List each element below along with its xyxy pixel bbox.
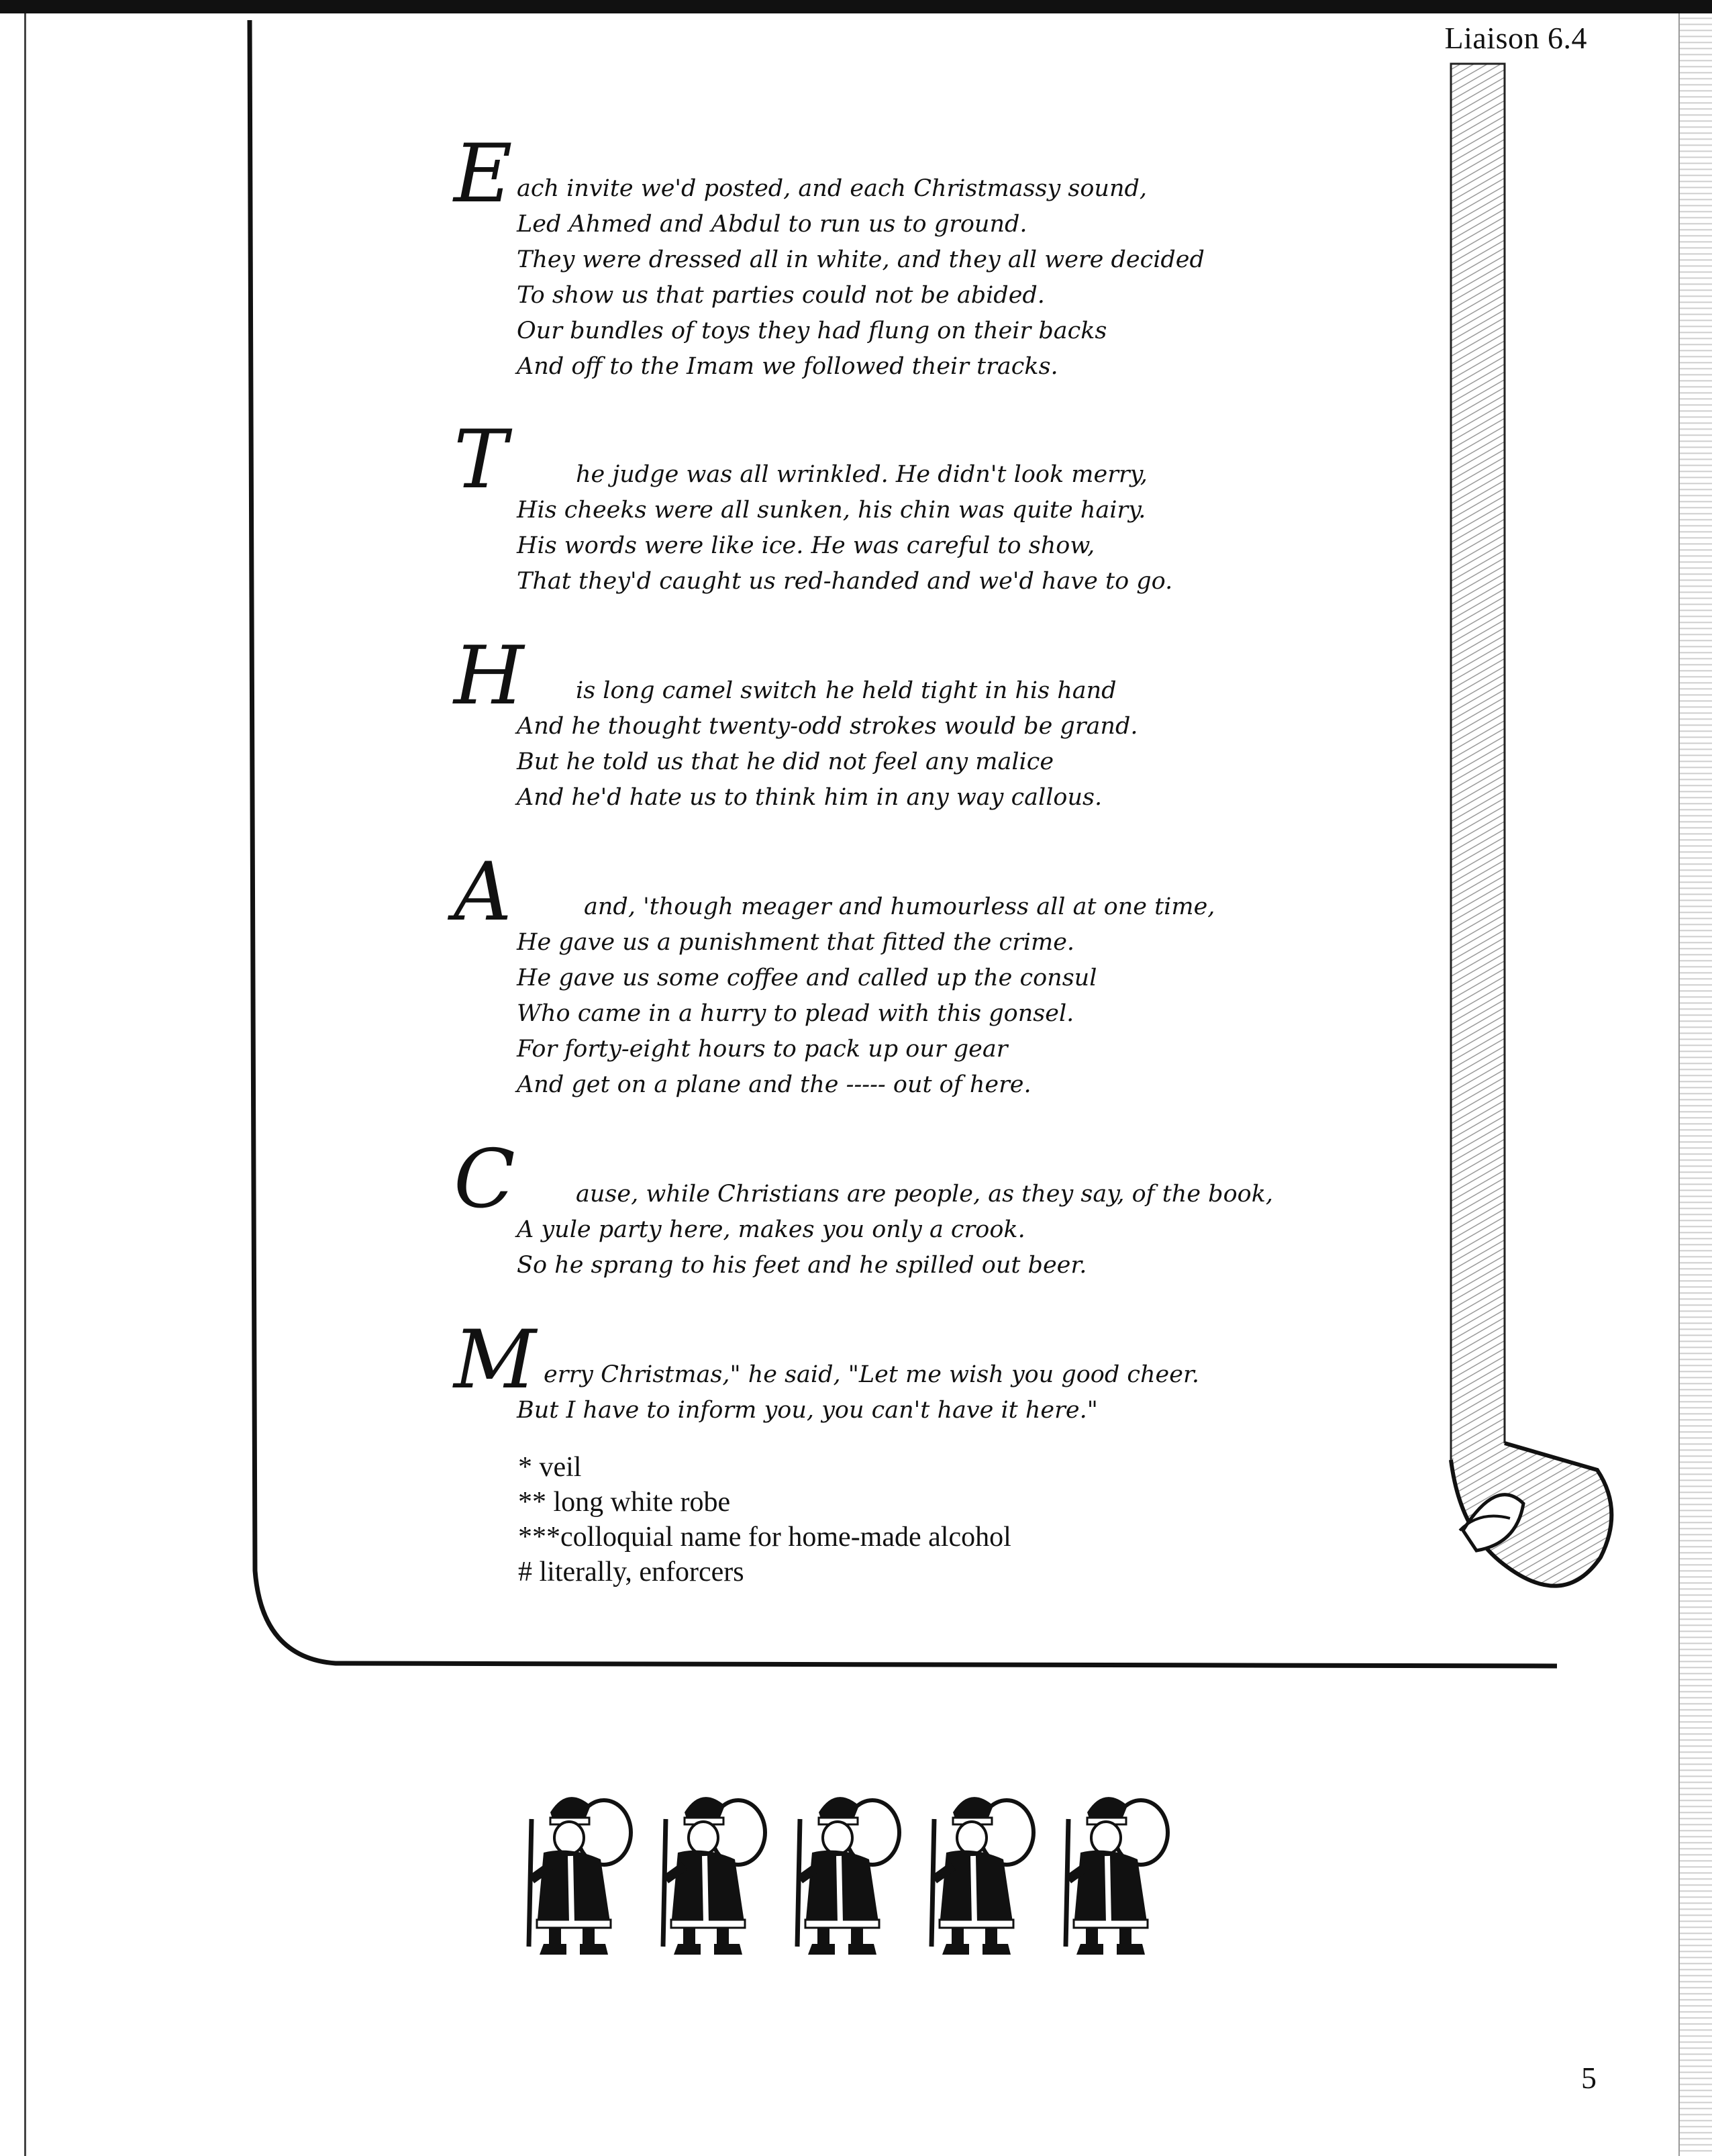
drop-cap: M — [454, 1314, 536, 1407]
santa-figure — [1066, 1797, 1168, 1955]
santa-figure — [529, 1797, 631, 1955]
footnote: ** long white robe — [518, 1487, 731, 1518]
poem-line: They were dressed all in white, and they all were decided — [517, 246, 1205, 273]
drop-cap: H — [454, 630, 524, 723]
stanza-4 — [443, 846, 1235, 1103]
poem-line: and, 'though meager and humourless all at one time, — [584, 893, 1215, 920]
poem — [443, 128, 1274, 1428]
poem-line: Our bundles of toys they had flung on their backs — [517, 317, 1107, 344]
poem-line: Who came in a hurry to plead with this gonsel. — [517, 1000, 1074, 1027]
drop-cap: T — [454, 413, 508, 507]
poem-line: And get on a plane and the ----- out of here. — [517, 1071, 1031, 1098]
footnote: * veil — [518, 1452, 582, 1483]
santa-figure — [663, 1797, 765, 1955]
footnote: ***colloquial name for home-made alcohol — [518, 1522, 1011, 1553]
poem-line: And he'd hate us to think him in any way callous. — [517, 784, 1103, 811]
poem-line: He gave us a punishment that fitted the crime. — [517, 929, 1075, 956]
poem-line: He gave us some coffee and called up the consul — [517, 965, 1097, 991]
poem-line: But I have to inform you, you can't have it here." — [517, 1397, 1098, 1424]
poem-line: And off to the Imam we followed their tracks. — [517, 353, 1058, 380]
poem-line: ause, while Christians are people, as they say, of the book, — [576, 1181, 1274, 1208]
poem-line: So he sprang to his feet and he spilled out beer. — [517, 1252, 1087, 1279]
poem-line: erry Christmas," he said, "Let me wish you good cheer. — [544, 1361, 1199, 1388]
poem-line: But he told us that he did not feel any malice — [517, 748, 1054, 775]
santa-claus-border-illustration — [523, 1785, 1195, 1967]
drop-cap: E — [454, 128, 513, 221]
poem-line: His words were like ice. He was careful to show, — [517, 532, 1095, 559]
poem-line: And he thought twenty-odd strokes would be grand. — [517, 713, 1138, 740]
santa-figure — [797, 1797, 899, 1955]
poem-line: To show us that parties could not be abided. — [517, 282, 1045, 309]
stanza-2 — [443, 413, 1235, 599]
poem-line: ach invite we'd posted, and each Christmassy sound, — [517, 175, 1148, 202]
stanza-3 — [443, 630, 1235, 816]
poem-line: he judge was all wrinkled. He didn't look merry, — [576, 461, 1148, 488]
santa-figure — [931, 1797, 1034, 1955]
footnotes — [518, 1450, 1011, 1589]
drop-cap: C — [454, 1133, 515, 1226]
drop-cap: A — [454, 846, 512, 939]
stanza-6 — [443, 1314, 1235, 1428]
stanza-1 — [443, 128, 1235, 385]
page-number: 5 — [1581, 2061, 1597, 2095]
poem-line: is long camel switch he held tight in his hand — [576, 677, 1117, 704]
poem-line: His cheeks were all sunken, his chin was quite hairy. — [517, 497, 1146, 524]
newsletter-header: Liaison 6.4 — [1444, 21, 1587, 55]
poem-line: That they'd caught us red-handed and we'd have to go. — [517, 568, 1173, 595]
footnote: # literally, enforcers — [518, 1557, 744, 1587]
stanza-5 — [443, 1133, 1274, 1283]
poem-line: For forty-eight hours to pack up our gear — [517, 1036, 1008, 1063]
poem-line: Led Ahmed and Abdul to run us to ground. — [517, 211, 1027, 238]
poem-line: A yule party here, makes you only a crook. — [517, 1216, 1025, 1243]
